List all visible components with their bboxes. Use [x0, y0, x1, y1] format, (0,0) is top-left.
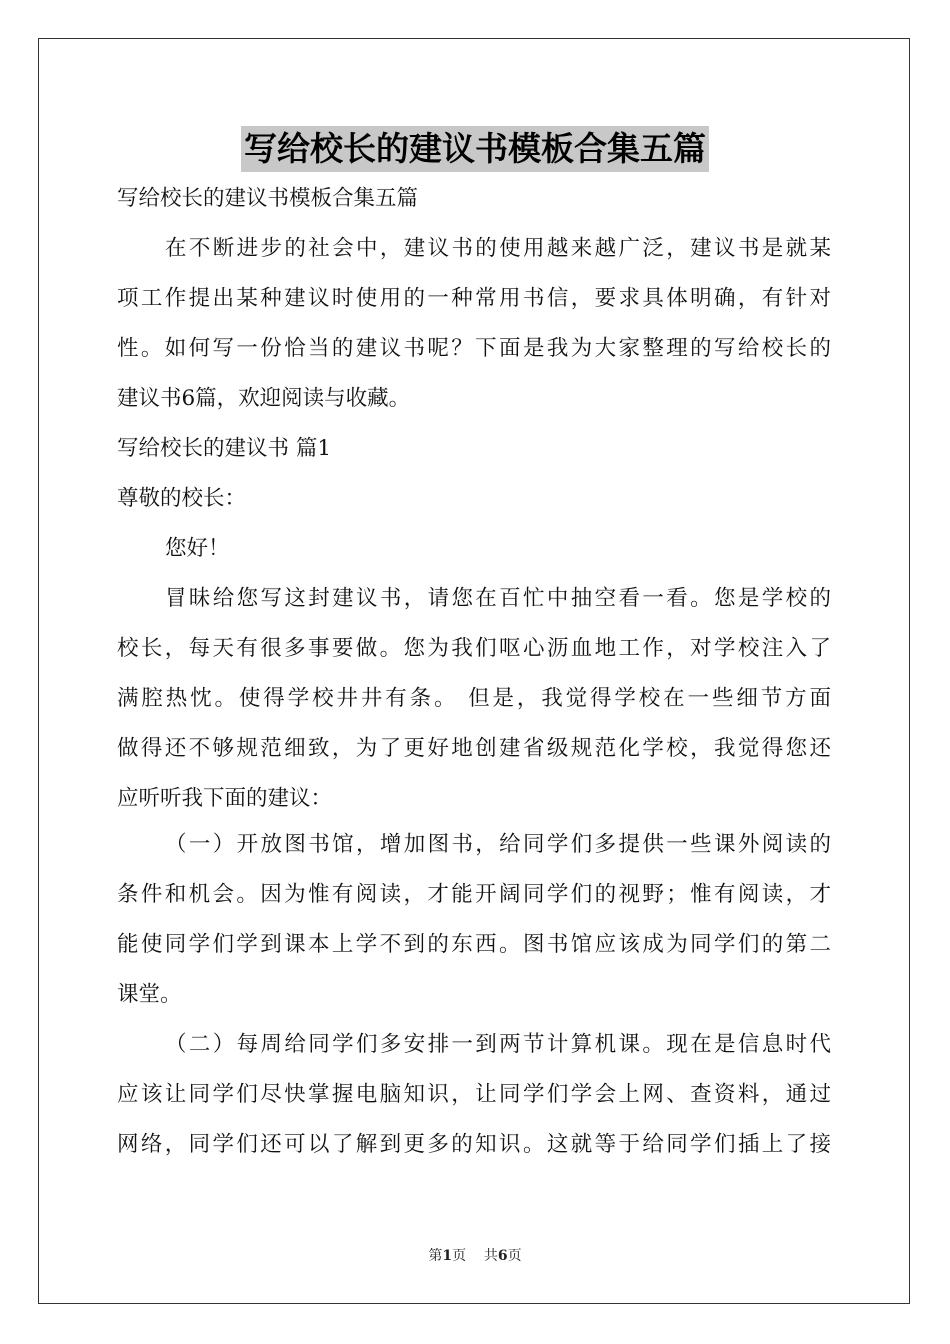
- paragraph-line: （一）开放图书馆，增加图书，给同学们多提供一些课外阅读的: [165, 832, 831, 857]
- page-footer: [0, 1246, 950, 1266]
- paragraph-line: 网络，同学们还可以了解到更多的知识。这就等于给同学们插上了接: [117, 1132, 831, 1157]
- paragraph-line: 在不断进步的社会中，建议书的使用越来越广泛，建议书是就某: [165, 236, 831, 261]
- paragraph-line: 校长，每天有很多事要做。您为我们呕心沥血地工作，对学校注入了: [117, 636, 831, 661]
- paragraph-line: 做得还不够规范细致，为了更好地创建省级规范化学校，我觉得您还: [117, 736, 831, 761]
- title-container: [0, 126, 950, 172]
- paragraph-line: （二）每周给同学们多安排一到两节计算机课。现在是信息时代: [165, 1032, 831, 1057]
- total-label-suffix: 页: [507, 1248, 522, 1264]
- page-number: 1: [442, 1248, 453, 1264]
- page-border: [38, 38, 910, 1304]
- paragraph-line: 课堂。: [117, 982, 182, 1007]
- total-pages: 6: [497, 1248, 508, 1264]
- paragraph-line: 条件和机会。因为惟有阅读，才能开阔同学们的视野；惟有阅读，才: [117, 882, 831, 907]
- paragraph-line: 冒昧给您写这封建议书，请您在百忙中抽空看一看。您是学校的: [165, 586, 831, 611]
- salutation: 尊敬的校长：: [117, 486, 247, 511]
- paragraph-line: 能使同学们学到课本上学不到的东西。图书馆应该成为同学们的第二: [117, 932, 831, 957]
- paragraph-line: 应该让同学们尽快掌握电脑知识，让同学们学会上网、查资料，通过: [117, 1082, 831, 1107]
- page-label-prefix: 第: [428, 1248, 443, 1264]
- page-label-suffix: 页: [452, 1248, 467, 1264]
- total-label-prefix: 共: [483, 1248, 498, 1264]
- paragraph-line: 性。如何写一份恰当的建议书呢？下面是我为大家整理的写给校长的: [117, 336, 831, 361]
- paragraph-line: 应听听我下面的建议：: [117, 786, 333, 811]
- paragraph-line: 满腔热忱。使得学校井井有条。 但是，我觉得学校在一些细节方面: [117, 686, 831, 711]
- document-title: 写给校长的建议书模板合集五篇: [241, 126, 709, 172]
- greeting: 您好！: [165, 536, 230, 561]
- paragraph-line: 建议书6篇，欢迎阅读与收藏。: [117, 386, 411, 411]
- paragraph-line: 项工作提出某种建议时使用的一种常用书信，要求具体明确，有针对: [117, 286, 831, 311]
- document-subtitle: 写给校长的建议书模板合集五篇: [117, 186, 419, 211]
- section-heading: 写给校长的建议书 篇1: [117, 436, 332, 461]
